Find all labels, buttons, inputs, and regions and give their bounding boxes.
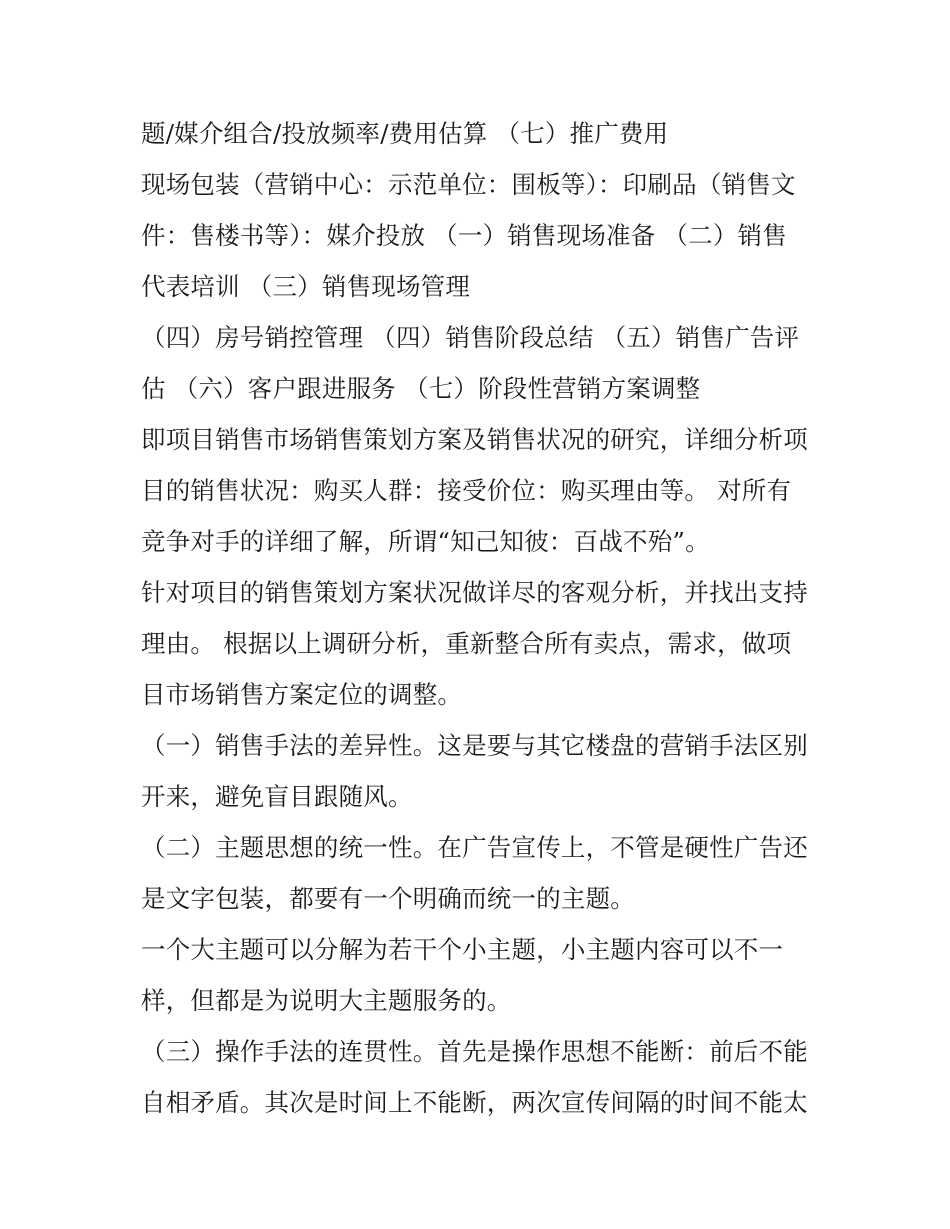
text-line: （四）房号销控管理 （四）销售阶段总结 （五）销售广告评 — [141, 323, 800, 352]
text-line: 竞争对手的详细了解，所谓“知己知彼：百战不殆”。 — [141, 527, 710, 556]
text-line: 是文字包装，都要有一个明确而统一的主题。 — [141, 884, 635, 913]
text-line: 一个大主题可以分解为若干个小主题，小主题内容可以不一 — [141, 935, 784, 964]
text-line: 估 （六）客户跟进服务 （七）阶段性营销方案调整 — [141, 374, 701, 403]
text-line: 目的销售状况：购买人群：接受价位：购买理由等。 对所有 — [141, 476, 792, 505]
text-line: 目市场销售方案定位的调整。 — [141, 680, 463, 709]
text-line: 件：售楼书等）：媒介投放 （一）销售现场准备 （二）销售 — [141, 221, 787, 250]
text-line: 理由。 根据以上调研分析，重新整合所有卖点，需求，做项 — [141, 629, 792, 658]
text-line: 代表培训 （三）销售现场管理 — [141, 272, 471, 301]
body-text — [141, 108, 821, 1128]
text-line: （三）操作手法的连贯性。首先是操作思想不能断：前后不能 — [141, 1037, 808, 1066]
text-line: 自相矛盾。其次是时间上不能断，两次宣传间隔的时间不能太 — [141, 1088, 808, 1117]
text-line: 现场包装（营销中心：示范单位：围板等）：印刷品（销售文 — [141, 170, 796, 199]
text-line: 题/媒介组合/投放频率/费用估算 （七）推广费用 — [141, 119, 669, 148]
text-line: （二）主题思想的统一性。在广告宣传上，不管是硬性广告还 — [141, 833, 808, 862]
text-line: 即项目销售市场销售策划方案及销售状况的研究，详细分析项 — [141, 425, 808, 454]
text-line: 针对项目的销售策划方案状况做详尽的客观分析，并找出支持 — [141, 578, 808, 607]
text-line: （一）销售手法的差异性。这是要与其它楼盘的营销手法区别 — [141, 731, 808, 760]
text-line: 样，但都是为说明大主题服务的。 — [141, 986, 512, 1015]
text-line: 开来，避免盲目跟随风。 — [141, 782, 413, 811]
